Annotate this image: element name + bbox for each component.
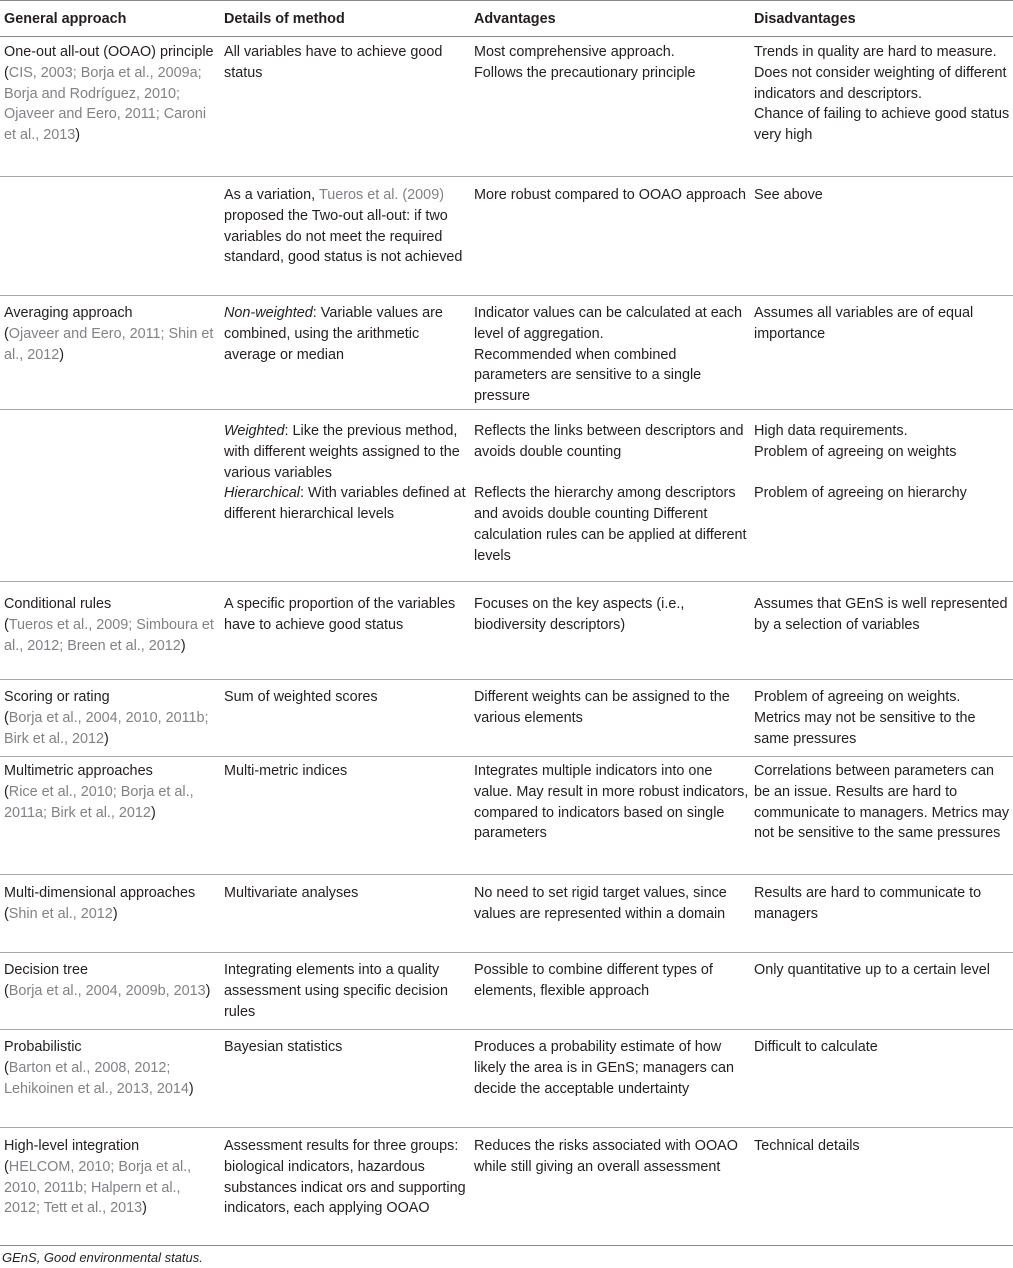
approach-references: Tueros et al., 2009; Simboura et al., 2012; Breen et al., 2012 [4,616,214,654]
details-cell: Sum of weighted scores [220,680,470,757]
disadvantages-cell: Assumes all variables are of equal importance [750,296,1013,410]
approach-references: Borja et al., 2004, 2010, 2011b; Birk et al., 2012 [4,709,209,747]
disadvantages-cell [750,37,1013,177]
approach-name: Scoring or rating [4,689,110,705]
details-cell: Bayesian statistics [220,1030,470,1128]
disadvantage-line: Trends in quality are hard to measure. [754,44,997,60]
header-general-approach: General approach [0,1,220,37]
details-cell: All variables have to achieve good status [224,44,443,81]
table-row [0,410,1013,582]
advantages-cell: Reduces the risks associated with OOAO while still giving an overall assessment [470,1128,750,1246]
table-row [0,582,1013,680]
details-cell: Multivariate analyses [220,875,470,953]
table-row [0,757,1013,875]
disadvantages-cell [750,680,1013,757]
details-cell: Multi-metric indices [220,757,470,875]
disadvantage-line: Does not consider weighting of different indicators and descriptors. [754,64,1007,102]
table-row [0,953,1013,1030]
approach-references: Rice et al., 2010; Borja et al., 2011a; Birk et al., 2012 [4,783,194,821]
advantages-cell: More robust compared to OOAO approach [470,177,750,296]
disadvantage-line: High data requirements. [754,423,908,439]
disadvantage-line: Problem of agreeing on hierarchy [754,485,967,502]
details-cell: As a variation, Tueros et al. (2009) proposed the Two-out all-out: if two variables do not meet the required standard, good status is not achieved [220,177,470,296]
details-cell: Weighted: Like the previous method, with different weights assigned to the various variables Hierarchical: With variables defined at different hierarchical levels [220,410,470,582]
approach-references: Borja et al., 2004, 2009b, 2013 [8,982,206,999]
advantages-cell: Produces a probability estimate of how likely the area is in GEnS; managers can decide the acceptable undertainty [470,1030,750,1128]
approach-references: HELCOM, 2010; Borja et al., 2010, 2011b; Halpern et al., 2012; Tett et al., 2013 [4,1158,192,1217]
advantages-cell [470,296,750,410]
details-cell: Integrating elements into a quality assessment using specific decision rules [220,953,470,1030]
advantage-line: Most comprehensive approach. [474,44,675,60]
details-cell: A specific proportion of the variables have to achieve good status [220,582,470,680]
footnote-text: , Good environmental status. [36,1250,203,1265]
details-cell: Non-weighted: Variable values are combined, using the arithmetic average or median [220,296,470,410]
disadvantages-cell [750,410,1013,582]
approach-name: Decision tree [4,962,88,978]
approach-cell: Averaging approach (Ojaveer and Eero, 2011; Shin et al., 2012) [0,296,220,410]
table-footnote [2,1250,203,1266]
advantage-line: Indicator values can be calculated at each level of aggregation. [474,305,742,342]
disadvantages-cell: Only quantitative up to a certain level [750,953,1013,1030]
disadvantages-cell: Technical details [750,1128,1013,1246]
advantage-line: Reflects the links between descriptors and avoids double counting [474,423,744,460]
footnote-abbreviation: GEnS [2,1250,37,1265]
advantages-cell: Integrates multiple indicators into one value. May result in more robust indicators, compared to indicators based on single parameters [470,757,750,875]
approach-name: One-out all-out (OOAO) principle [4,44,214,60]
advantage-line: Reflects the hierarchy among descriptors and avoids double counting Different calculation rules can be applied at different levels [474,485,747,564]
table-row [0,875,1013,953]
header-details-of-method: Details of method [220,1,470,37]
details-reference: Tueros et al. (2009) [318,187,444,203]
advantage-line: Follows the precautionary principle [474,64,696,81]
approach-cell: Scoring or rating (Borja et al., 2004, 2010, 2011b; Birk et al., 2012) [0,680,220,757]
disadvantage-line: Metrics may not be sensitive to the same pressures [754,709,976,747]
details-cell: Assessment results for three groups: biological indicators, hazardous substances indicat ors and supporting indicators, each applying OOAO [220,1128,470,1246]
advantages-cell [470,37,750,177]
header-disadvantages: Disadvantages [750,1,1013,37]
disadvantages-cell: Assumes that GEnS is well represented by a selection of variables [750,582,1013,680]
disadvantage-line: Chance of failing to achieve good status very high [754,106,1010,144]
disadvantages-cell: Difficult to calculate [750,1030,1013,1128]
advantages-cell: No need to set rigid target values, since values are represented within a domain [470,875,750,953]
disadvantage-line: Problem of agreeing on weights. [754,689,961,705]
table-header-row [0,1,1013,37]
approach-references: CIS, 2003; Borja et al., 2009a; Borja and Rodríguez, 2010; Ojaveer and Eero, 2011; Caroni et al., 2013 [4,64,207,144]
table-row [0,177,1013,296]
approach-name: Probabilistic [4,1039,82,1055]
table-row [0,1030,1013,1128]
approach-name: Conditional rules [4,596,112,612]
table-row [0,37,1013,177]
advantages-cell: Different weights can be assigned to the various elements [470,680,750,757]
approach-cell: Decision tree (Borja et al., 2004, 2009b, 2013) [0,953,220,1030]
table-row [0,296,1013,410]
approach-cell [0,177,220,296]
approach-cell: Probabilistic (Barton et al., 2008, 2012; Lehikoinen et al., 2013, 2014) [0,1030,220,1128]
approach-cell: Multi-dimensional approaches (Shin et al., 2012) [0,875,220,953]
approach-cell: Multimetric approaches (Rice et al., 2010; Borja et al., 2011a; Birk et al., 2012) [0,757,220,875]
approach-cell [0,410,220,582]
approach-references: Ojaveer and Eero, 2011; Shin et al., 2012 [4,325,214,363]
disadvantages-cell: See above [750,177,1013,296]
approach-cell: High-level integration (HELCOM, 2010; Borja et al., 2010, 2011b; Halpern et al., 2012; Tett et al., 2013) [0,1128,220,1246]
approach-cell: Conditional rules (Tueros et al., 2009; Simboura et al., 2012; Breen et al., 2012) [0,582,220,680]
table-row [0,1128,1013,1246]
approach-name: Averaging approach [4,305,133,321]
advantages-cell: Focuses on the key aspects (i.e., biodiversity descriptors) [470,582,750,680]
disadvantage-line: Problem of agreeing on weights [754,443,957,460]
advantages-cell: Possible to combine different types of elements, flexible approach [470,953,750,1030]
table-row [0,680,1013,757]
approach-name: Multimetric approaches [4,763,153,779]
approach-name: High-level integration [4,1138,140,1154]
disadvantages-cell: Correlations between parameters can be an issue. Results are hard to communicate to managers. Metrics may not be sensitive to the same pressures [750,757,1013,875]
header-advantages: Advantages [470,1,750,37]
advantages-cell [470,410,750,582]
approach-references: Barton et al., 2008, 2012; Lehikoinen et al., 2013, 2014 [4,1059,189,1097]
approach-references: Shin et al., 2012 [8,905,113,922]
advantage-line: Recommended when combined parameters are sensitive to a single pressure [474,346,702,405]
disadvantages-cell: Results are hard to communicate to managers [750,875,1013,953]
approach-cell: One-out all-out (OOAO) principle (CIS, 2003; Borja et al., 2009a; Borja and Rodríguez, 2010; Ojaveer and Eero, 2011; Caroni et al., 2013) [4,44,214,144]
approach-name: Multi-dimensional approaches [4,885,196,901]
